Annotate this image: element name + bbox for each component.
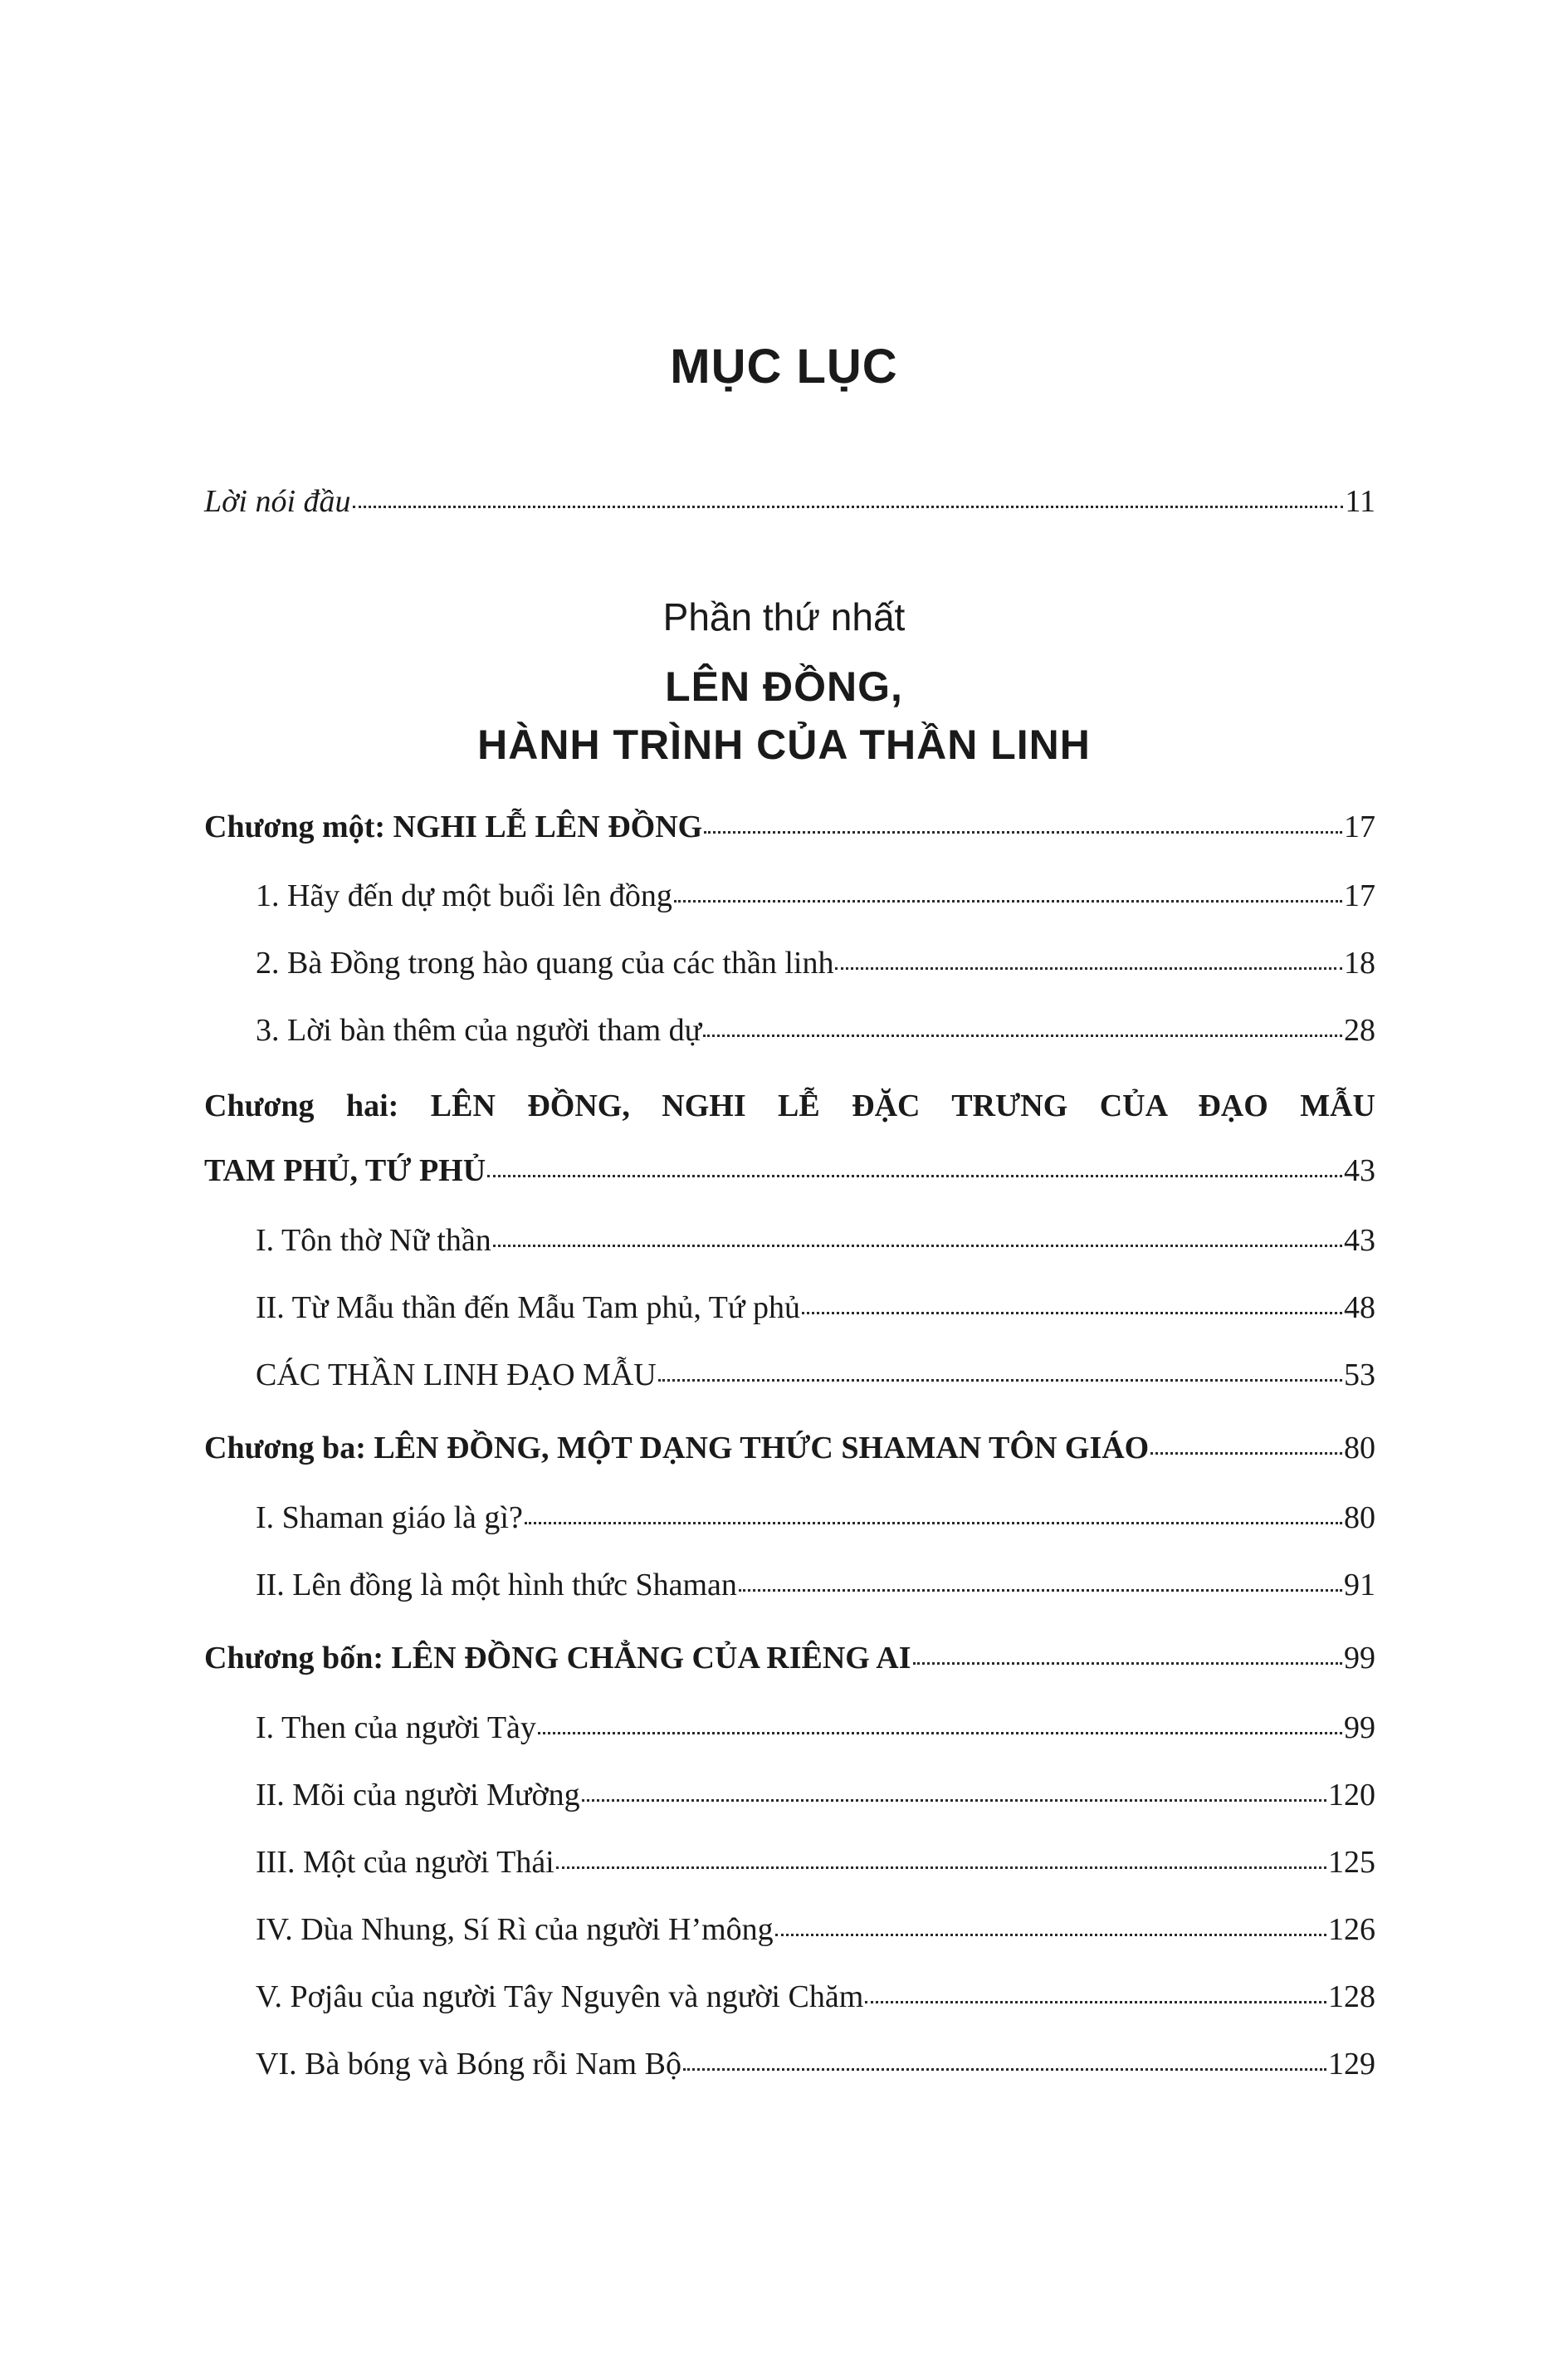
page-number: 99 bbox=[1344, 1710, 1375, 1745]
entry-label: VI. Bà bóng và Bóng rỗi Nam Bộ bbox=[256, 2047, 681, 2082]
entry-label: Lời nói đầu bbox=[204, 484, 351, 519]
toc-entry-section[interactable] bbox=[256, 1842, 1375, 1882]
page-number: 53 bbox=[1344, 1358, 1375, 1392]
entry-label: I. Tôn thờ Nữ thần bbox=[256, 1223, 491, 1258]
dot-leader bbox=[683, 2068, 1326, 2071]
entry-label: 1. Hãy đến dự một buổi lên đồng bbox=[256, 878, 672, 913]
toc-entry-section[interactable] bbox=[256, 2044, 1375, 2084]
page-number: 43 bbox=[1344, 1153, 1375, 1188]
page-number: 126 bbox=[1328, 1912, 1375, 1947]
entry-label: II. Lên đồng là một hình thức Shaman bbox=[256, 1568, 737, 1602]
entry-label: Chương bốn: LÊN ĐỒNG CHẲNG CỦA RIÊNG AI bbox=[204, 1641, 911, 1675]
toc-entry-section[interactable] bbox=[256, 1010, 1375, 1050]
dot-leader bbox=[704, 831, 1342, 834]
entry-label: TAM PHỦ, TỨ PHỦ bbox=[204, 1153, 486, 1188]
toc-entry-chapter-2-line-1[interactable]: Chương hai: LÊN ĐỒNG, NGHI LỄ ĐẶC TRƯNG CỦA ĐẠO MẪU bbox=[204, 1088, 1375, 1123]
toc-entry-section[interactable] bbox=[256, 1565, 1375, 1605]
dot-leader bbox=[556, 1866, 1326, 1869]
dot-leader bbox=[674, 900, 1342, 903]
toc-entry-section[interactable] bbox=[256, 1498, 1375, 1538]
toc-entry-section[interactable] bbox=[256, 943, 1375, 983]
dot-leader bbox=[525, 1522, 1342, 1524]
page-number: 128 bbox=[1328, 1979, 1375, 2014]
toc-entry-section[interactable] bbox=[256, 876, 1375, 916]
entry-label: II. Từ Mẫu thần đến Mẫu Tam phủ, Tứ phủ bbox=[256, 1290, 800, 1325]
dot-leader bbox=[835, 967, 1342, 970]
dot-leader bbox=[739, 1589, 1342, 1592]
page-number: 18 bbox=[1344, 946, 1375, 981]
page-number: 17 bbox=[1344, 810, 1375, 844]
dot-leader bbox=[538, 1732, 1342, 1734]
toc-entry-section[interactable] bbox=[256, 1910, 1375, 1949]
page-number: 91 bbox=[1344, 1568, 1375, 1602]
page-number: 28 bbox=[1344, 1013, 1375, 1048]
page-number: 129 bbox=[1328, 2047, 1375, 2082]
dot-leader bbox=[913, 1662, 1343, 1665]
toc-entry-chapter-4[interactable] bbox=[204, 1638, 1375, 1678]
dot-leader bbox=[865, 2001, 1326, 2003]
dot-leader bbox=[802, 1312, 1342, 1314]
toc-entry-section[interactable] bbox=[256, 1775, 1375, 1815]
page-title: MỤC LỤC bbox=[670, 340, 898, 394]
entry-label: IV. Dùa Nhung, Sí Rì của người H’mông bbox=[256, 1912, 774, 1947]
dot-leader bbox=[493, 1245, 1342, 1247]
entry-label: CÁC THẦN LINH ĐẠO MẪU bbox=[256, 1358, 657, 1392]
page-number: 125 bbox=[1328, 1845, 1375, 1880]
toc-entry-section[interactable] bbox=[256, 1977, 1375, 2017]
toc-entry-section[interactable] bbox=[256, 1355, 1375, 1395]
dot-leader bbox=[487, 1175, 1342, 1177]
toc-entry-section[interactable] bbox=[256, 1708, 1375, 1748]
toc-entry-section[interactable] bbox=[256, 1221, 1375, 1260]
dot-leader bbox=[582, 1799, 1326, 1802]
part-label: Phần thứ nhất bbox=[662, 595, 906, 638]
entry-label: V. Pơjâu của người Tây Nguyên và người Chăm bbox=[256, 1979, 864, 2014]
entry-label: Chương một: NGHI LỄ LÊN ĐỒNG bbox=[204, 810, 703, 844]
dot-leader bbox=[775, 1934, 1326, 1936]
page-number: 48 bbox=[1344, 1290, 1375, 1325]
page-number: 43 bbox=[1344, 1223, 1375, 1258]
page-number: 17 bbox=[1344, 878, 1375, 913]
toc-entry-preface[interactable] bbox=[204, 482, 1375, 521]
page-number: 99 bbox=[1344, 1641, 1375, 1675]
toc-entry-section[interactable] bbox=[256, 1288, 1375, 1328]
entry-label: III. Một của người Thái bbox=[256, 1845, 554, 1880]
entry-label: I. Shaman giáo là gì? bbox=[256, 1500, 523, 1535]
entry-label: I. Then của người Tày bbox=[256, 1710, 536, 1745]
page-number: 120 bbox=[1328, 1778, 1375, 1812]
dot-leader bbox=[703, 1035, 1342, 1037]
entry-label: 2. Bà Đồng trong hào quang của các thần linh bbox=[256, 946, 834, 981]
page-number: 80 bbox=[1344, 1500, 1375, 1535]
toc-entry-chapter-2[interactable] bbox=[204, 1151, 1375, 1191]
page-number: 80 bbox=[1344, 1431, 1375, 1465]
part-heading-line-1: LÊN ĐỒNG, bbox=[665, 663, 903, 710]
dot-leader bbox=[1150, 1452, 1342, 1455]
toc-entry-chapter-3[interactable] bbox=[204, 1428, 1375, 1468]
dot-leader bbox=[353, 506, 1344, 508]
entry-label: 3. Lời bàn thêm của người tham dự bbox=[256, 1013, 702, 1048]
entry-label: Chương ba: LÊN ĐỒNG, MỘT DẠNG THỨC SHAMAN TÔN GIÁO bbox=[204, 1431, 1150, 1465]
toc-entry-chapter-1[interactable] bbox=[204, 807, 1375, 847]
dot-leader bbox=[658, 1379, 1342, 1382]
part-heading-line-2: HÀNH TRÌNH CỦA THẦN LINH bbox=[477, 722, 1091, 768]
page-number: 11 bbox=[1345, 484, 1375, 519]
entry-label: II. Mõi của người Mường bbox=[256, 1778, 580, 1812]
